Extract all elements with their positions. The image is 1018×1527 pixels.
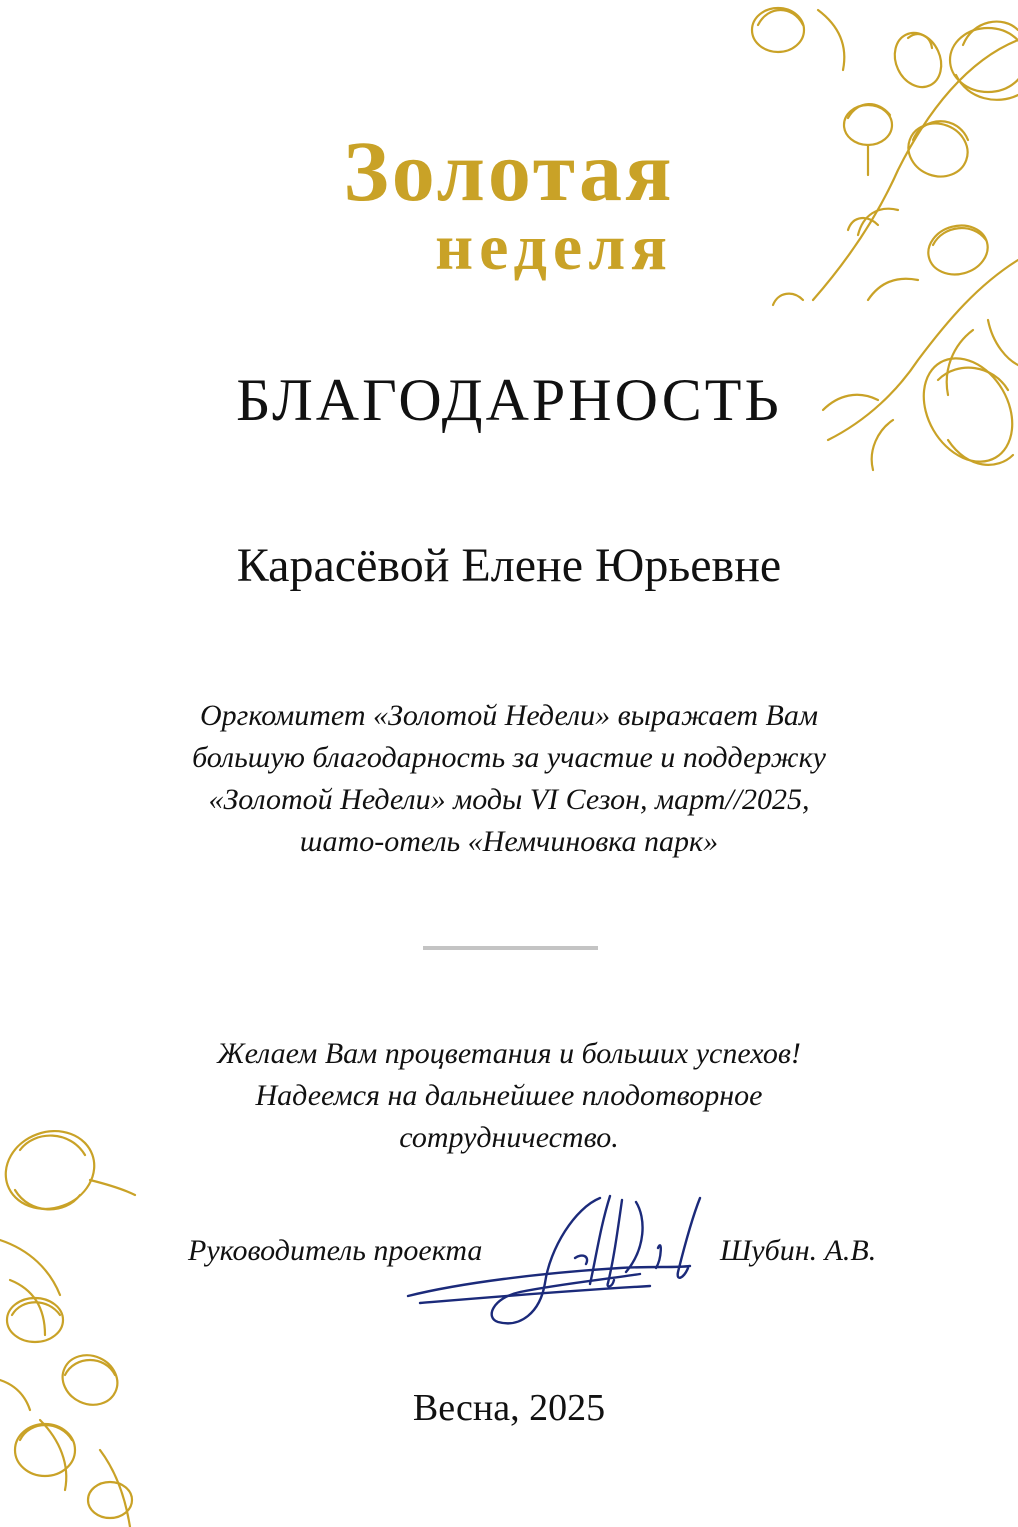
certificate-title: БЛАГОДАРНОСТЬ [236, 367, 782, 433]
handwritten-signature [400, 1188, 720, 1333]
wishes-message [150, 1033, 868, 1159]
recipient-name: Карасёвой Елене Юрьевне [236, 539, 782, 592]
issue-date: Весна, 2025 [412, 1387, 606, 1429]
brand-title-line-1: Золотая [343, 123, 675, 219]
message-line: шато-отель «Немчиновка парк» [299, 825, 719, 858]
divider [423, 946, 598, 950]
message-line: «Золотой Недели» моды VI Сезон, март//2025, [208, 783, 810, 816]
brand-title-line-2: неделя [435, 211, 673, 284]
signatory-role: Руководитель проекта [188, 1234, 483, 1267]
wishes-line: Надеемся на дальнейшее плодотворное [255, 1079, 763, 1112]
gratitude-message [150, 695, 868, 863]
message-line: Оргкомитет «Золотой Недели» выражает Вам [199, 699, 819, 732]
signatory-name: Шубин. А.В. [720, 1234, 877, 1267]
wishes-line: сотрудничество. [399, 1121, 619, 1154]
floral-ornament-bottom-left [0, 1120, 150, 1527]
wishes-line: Желаем Вам процветания и больших успехов! [217, 1037, 801, 1070]
message-line: большую благодарность за участие и поддержку [192, 741, 826, 774]
